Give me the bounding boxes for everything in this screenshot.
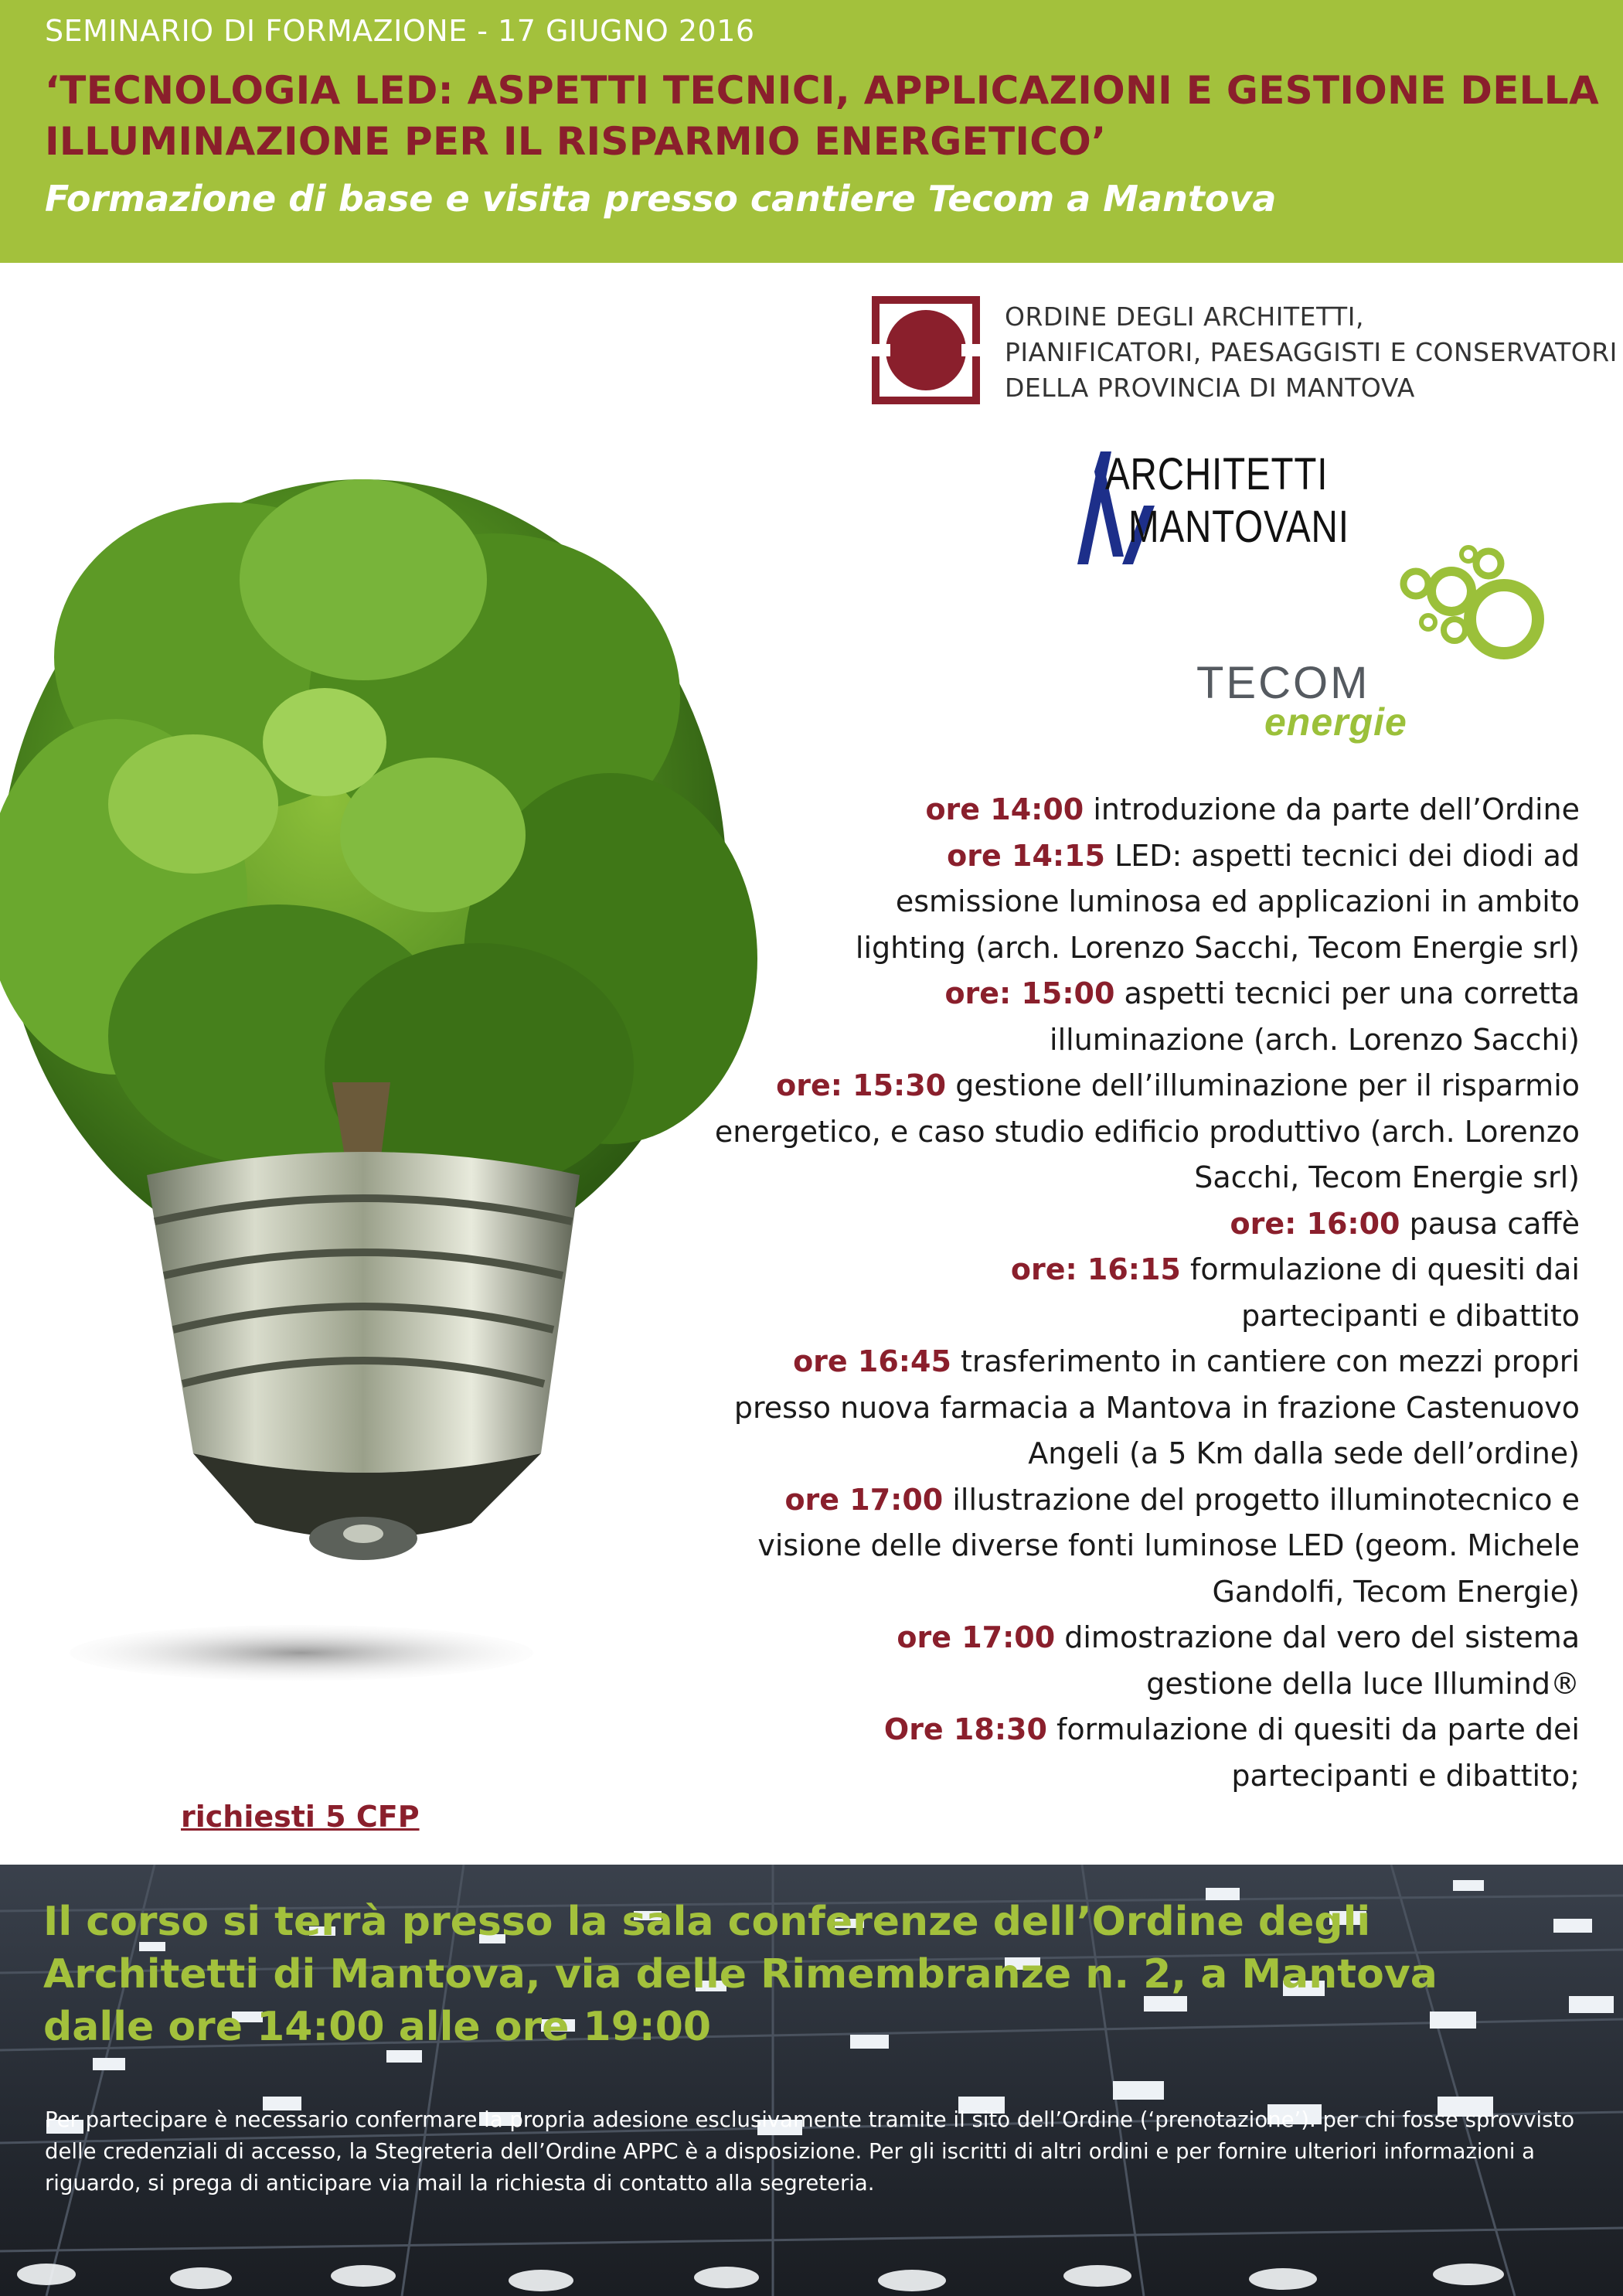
architetti-mantovani-logo (1077, 441, 1349, 572)
program-item (668, 1707, 1580, 1799)
program-time: ore: 15:00 (944, 976, 1115, 1010)
header-banner (0, 0, 1623, 263)
program-item (668, 1339, 1580, 1477)
program-item (668, 1063, 1580, 1201)
program-text: illustrazione del progetto illuminotecnico e visione delle diverse fonti luminose LED (geom. Michele Gandolfi, Tecom Energie) (757, 1482, 1580, 1609)
registration-note: Per partecipare è necessario confermare la propria adesione esclusivamente tramite il sito dell’Ordine (‘prenotazione’). per chi fosse sprovvisto delle credenziali di accesso, la Stegreteria dell’Ordine APPC è a disposizione. Per gli iscritti di altri ordini e per fornire ulteriori informazioni a riguardo, si prega di anticipare via mail la richiesta di contatto alla segreteria. (45, 2107, 1575, 2196)
seminar-date: SEMINARIO DI FORMAZIONE - 17 GIUGNO 2016 (45, 14, 755, 48)
program-text: formulazione di quesiti dai partecipanti e dibattito (1189, 1252, 1580, 1333)
program-text: aspetti tecnici per una corretta illuminazione (arch. Lorenzo Sacchi) (1050, 976, 1580, 1057)
program-time: ore: 16:15 (1010, 1252, 1181, 1286)
ordine-name-line: ORDINE DEGLI ARCHITETTI, (1005, 301, 1364, 332)
ordine-name-line: PIANIFICATORI, PAESAGGISTI E CONSERVATORI (1005, 337, 1618, 367)
program-schedule (668, 787, 1580, 1799)
ordine-logo-icon (872, 296, 980, 404)
venue-info: Il corso si terrà presso la sala conferenze dell’Ordine degli Architetti di Mantova, via delle Rimembranze n. 2, a Mantova dalle ore 14:00 alle ore 19:00 (43, 1899, 1438, 2050)
program-text: introduzione da parte dell’Ordine (1093, 792, 1580, 826)
tree-lightbulb-illustration (0, 402, 773, 1685)
program-time: ore 16:45 (793, 1344, 951, 1378)
program-item (668, 1201, 1580, 1248)
program-text: formulazione di quesiti da parte dei partecipanti e dibattito; (1056, 1712, 1580, 1793)
tecom-circles-icon (1397, 545, 1552, 661)
ordine-name (1005, 299, 1618, 406)
program-item (668, 833, 1580, 972)
program-time: ore: 16:00 (1230, 1206, 1400, 1241)
footer-venue-panel (0, 1865, 1623, 2296)
seminar-title: ‘TECNOLOGIA LED: ASPETTI TECNICI, APPLICAZIONI E GESTIONE DELLA ILLUMINAZIONE PER IL RISPARMIO ENERGETICO’ (45, 68, 1599, 164)
program-item (668, 1247, 1580, 1339)
program-text: dimostrazione dal vero del sistema gestione della luce Illumind® (1064, 1620, 1580, 1701)
seminar-subtitle: Formazione di base e visita presso cantiere Tecom a Mantova (45, 178, 1277, 220)
program-time: Ore 18:30 (883, 1712, 1047, 1746)
program-text: LED: aspetti tecnici dei diodi ad esmissione luminosa ed applicazioni in ambito lighting (arch. Lorenzo Sacchi, Tecom Energie srl) (855, 838, 1580, 965)
program-time: ore 17:00 (784, 1482, 944, 1517)
program-item (668, 1615, 1580, 1707)
program-time: ore: 15:30 (776, 1068, 947, 1102)
program-time: ore 14:00 (925, 792, 1084, 826)
program-text: pausa caffè (1409, 1206, 1580, 1241)
tecom-logo-sub: energie (1264, 700, 1407, 744)
program-time: ore 17:00 (897, 1620, 1056, 1654)
program-text: trasferimento in cantiere con mezzi propri presso nuova farmacia a Mantova in frazione Castenuovo Angeli (a 5 Km dalla sede dell’ordine) (733, 1344, 1580, 1470)
program-item (668, 1477, 1580, 1616)
logo-word-mantovani: MANTOVANI (1128, 502, 1349, 552)
tecom-logo-name: TECOM (1196, 658, 1370, 708)
logo-word-architetti: ARCHITETTI (1105, 449, 1329, 499)
program-item (668, 971, 1580, 1063)
cfp-credits: richiesti 5 CFP (181, 1800, 420, 1834)
ordine-name-line: DELLA PROVINCIA DI MANTOVA (1005, 373, 1415, 403)
program-text: gestione dell’illuminazione per il risparmio energetico, e caso studio edificio produttivo (arch. Lorenzo Sacchi, Tecom Energie srl) (714, 1068, 1580, 1194)
program-time: ore 14:15 (947, 838, 1105, 873)
program-item (668, 787, 1580, 833)
